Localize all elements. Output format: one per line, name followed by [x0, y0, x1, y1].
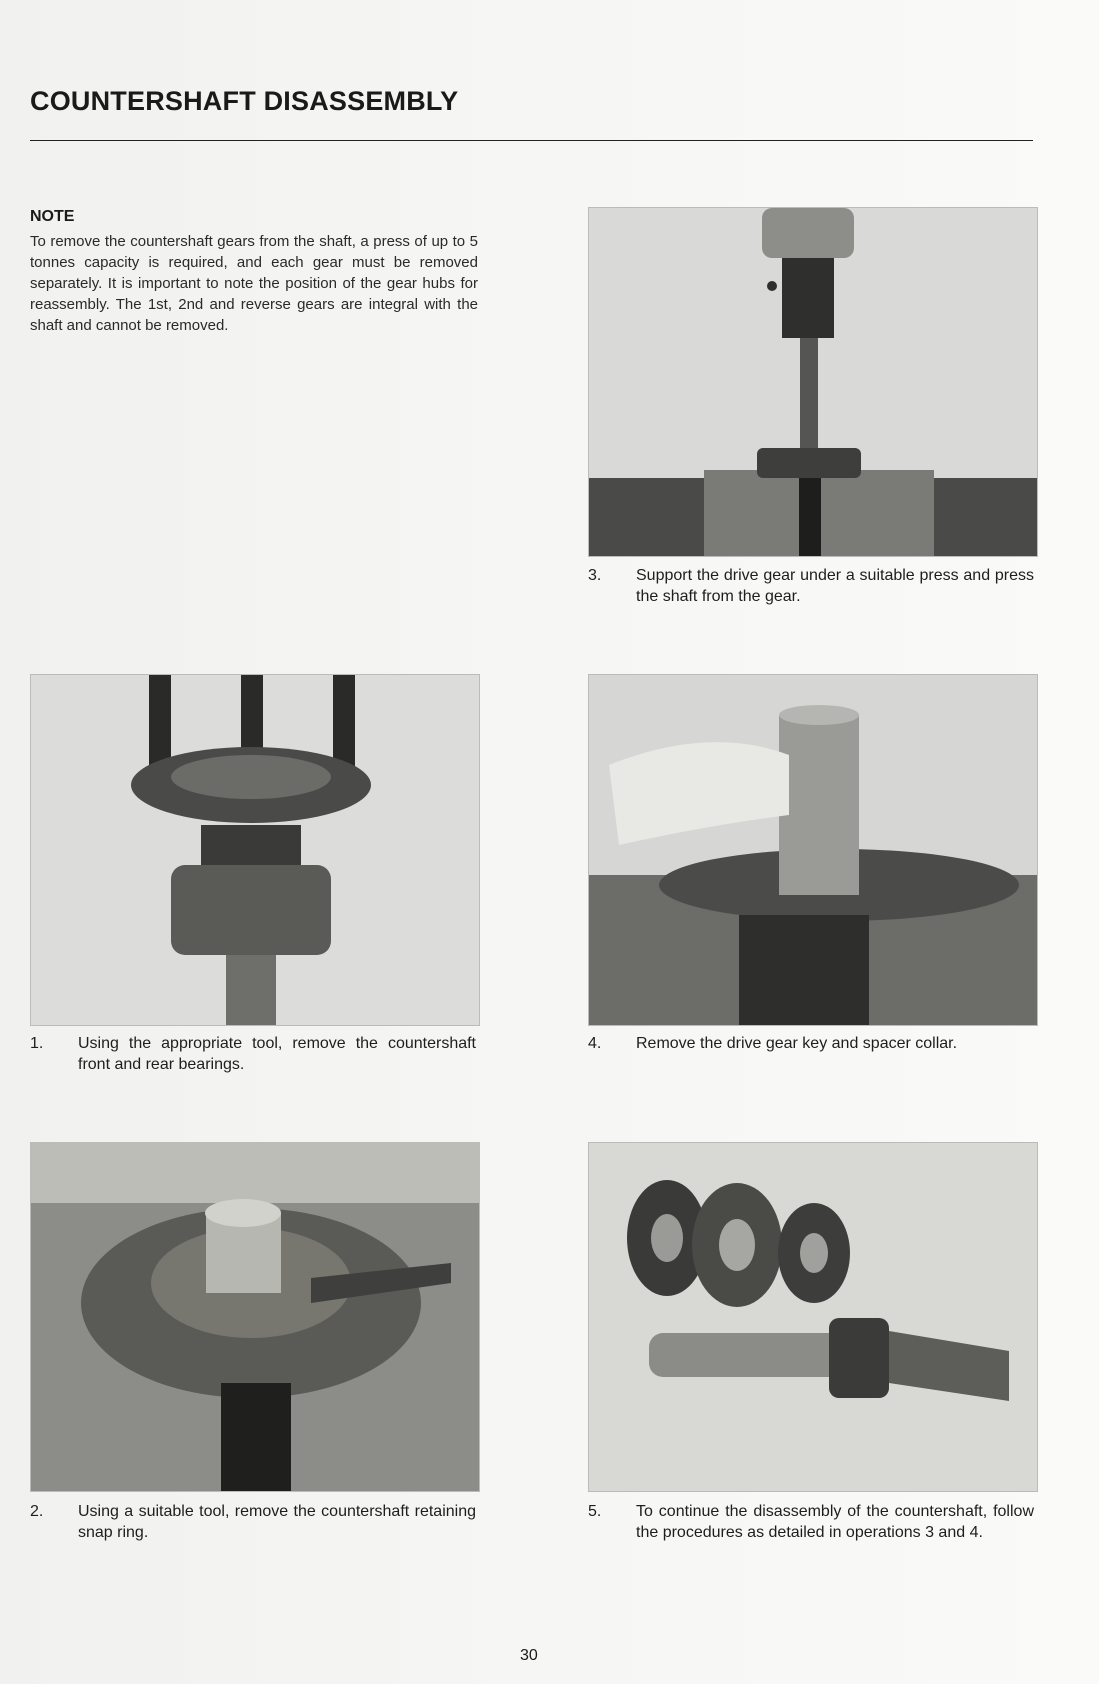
note-block [30, 208, 478, 336]
step-2-number: 2. [30, 1503, 44, 1520]
step-5-caption [588, 1501, 1034, 1543]
note-heading: NOTE [30, 208, 75, 225]
photo-bearing-puller [30, 674, 480, 1026]
step-1-number: 1. [30, 1035, 44, 1052]
step-4-text: Remove the drive gear key and spacer collar. [636, 1035, 958, 1052]
page-title: COUNTERSHAFT DISASSEMBLY [30, 86, 459, 116]
step-2-caption [30, 1501, 476, 1543]
step-5-text: To continue the disassembly of the countershaft, follow the procedures as detailed in operations 3 and 4. [636, 1503, 1034, 1541]
step-5-number: 5. [588, 1503, 602, 1520]
page-number: 30 [520, 1647, 538, 1664]
note-body: To remove the countershaft gears from the shaft, a press of up to 5 tonnes capacity is required, and each gear must be removed separately. It is important to note the position of the gear hubs for reassembly. The 1st, 2nd and reverse gears are integral with the shaft and cannot be removed. [30, 233, 478, 334]
photo-snap-ring-removal [30, 1142, 480, 1492]
title-divider [30, 140, 1033, 141]
step-3-text: Support the drive gear under a suitable press and press the shaft from the gear. [636, 567, 1034, 605]
step-3-number: 3. [588, 567, 602, 584]
step-2-text: Using a suitable tool, remove the countershaft retaining snap ring. [78, 1503, 476, 1541]
photo-disassembled-gears [588, 1142, 1038, 1492]
step-4-number: 4. [588, 1035, 602, 1052]
photo-drive-gear-key [588, 674, 1038, 1026]
step-1-text: Using the appropriate tool, remove the countershaft front and rear bearings. [78, 1035, 476, 1073]
step-3-caption [588, 565, 1034, 607]
step-4-caption [588, 1033, 1034, 1054]
step-1-caption [30, 1033, 476, 1075]
photo-press-drive-gear [588, 207, 1038, 557]
